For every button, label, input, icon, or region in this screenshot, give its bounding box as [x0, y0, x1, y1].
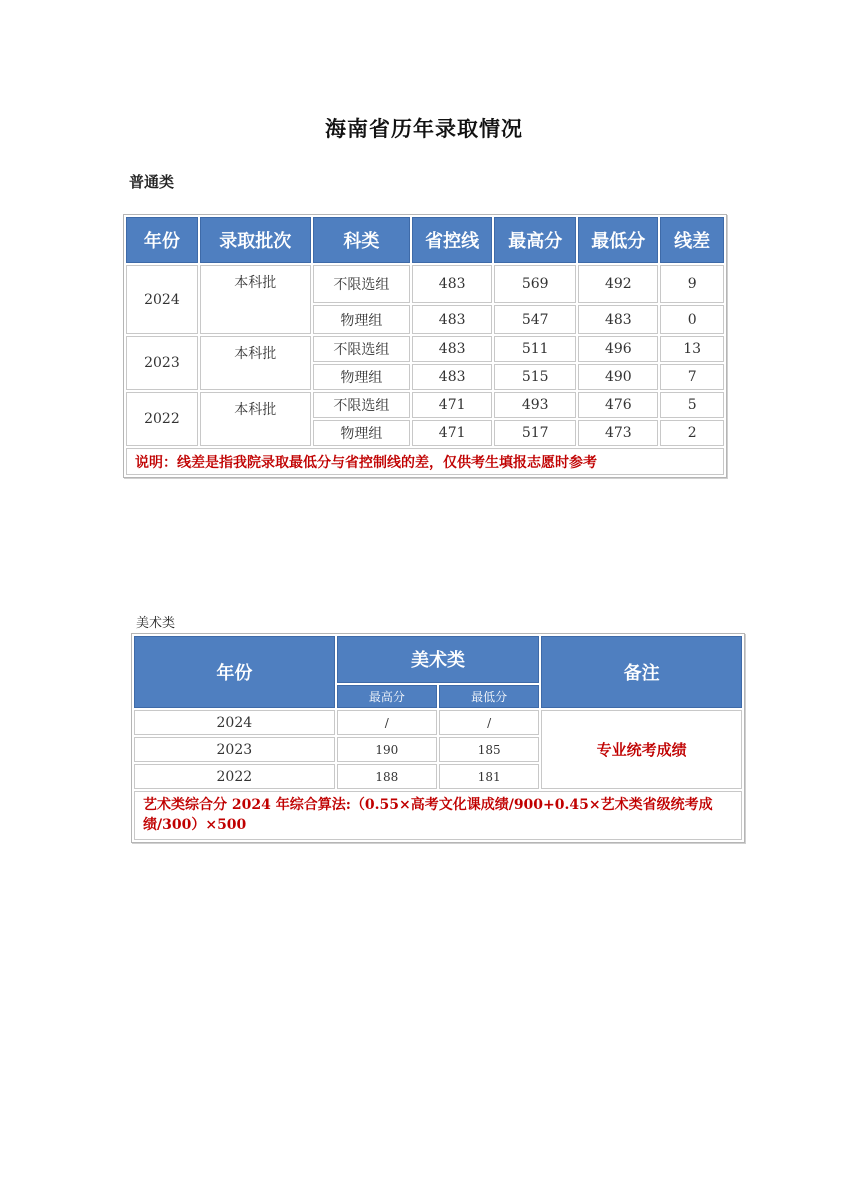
min-score-cell: 490 [578, 364, 658, 390]
max-score-cell: 569 [494, 265, 576, 303]
header-category: 科类 [313, 217, 410, 263]
header-max-score: 最高分 [337, 685, 437, 708]
line-diff-cell: 0 [660, 305, 724, 334]
year-cell: 2024 [134, 710, 335, 735]
art-note: 艺术类综合分 2024 年综合算法:（0.55×高考文化课成绩/900+0.45×艺术类省级统考成绩/300）×500 [134, 791, 742, 840]
year-cell: 2024 [126, 265, 198, 334]
max-score-cell: 517 [494, 420, 576, 446]
header-min-score: 最低分 [578, 217, 658, 263]
max-score-cell: 190 [337, 737, 437, 762]
line-diff-cell: 13 [660, 336, 724, 362]
control-line-cell: 483 [412, 305, 492, 334]
category-cell: 物理组 [313, 364, 410, 390]
header-remark: 备注 [541, 636, 742, 708]
header-batch: 录取批次 [200, 217, 311, 263]
table-header-row [126, 217, 724, 263]
min-score-cell: 476 [578, 392, 658, 418]
table-row [126, 336, 724, 362]
min-score-cell: 181 [439, 764, 539, 789]
table-header-row [134, 636, 742, 683]
header-min-score: 最低分 [439, 685, 539, 708]
min-score-cell: 473 [578, 420, 658, 446]
min-score-cell: 496 [578, 336, 658, 362]
section-label-art: 美术类 [136, 616, 176, 631]
control-line-cell: 483 [412, 364, 492, 390]
category-cell: 物理组 [313, 420, 410, 446]
note-row [126, 448, 724, 475]
table-row [134, 710, 742, 735]
control-line-cell: 471 [412, 392, 492, 418]
min-score-cell: / [439, 710, 539, 735]
control-line-cell: 483 [412, 265, 492, 303]
year-cell: 2023 [134, 737, 335, 762]
min-score-cell: 185 [439, 737, 539, 762]
remark-cell: 专业统考成绩 [541, 710, 742, 789]
max-score-cell: 493 [494, 392, 576, 418]
general-note: 说明：线差是指我院录取最低分与省控制线的差，仅供考生填报志愿时参考 [126, 448, 724, 475]
header-year: 年份 [126, 217, 198, 263]
line-diff-cell: 5 [660, 392, 724, 418]
table-row [126, 265, 724, 303]
header-art-category: 美术类 [337, 636, 540, 683]
batch-cell: 本科批 [200, 265, 311, 334]
header-max-score: 最高分 [494, 217, 576, 263]
max-score-cell: 511 [494, 336, 576, 362]
line-diff-cell: 7 [660, 364, 724, 390]
header-line-diff: 线差 [660, 217, 724, 263]
section-label-general: 普通类 [129, 173, 175, 191]
category-cell: 不限选组 [313, 265, 410, 303]
max-score-cell: / [337, 710, 437, 735]
header-control-line: 省控线 [412, 217, 492, 263]
year-cell: 2022 [134, 764, 335, 789]
max-score-cell: 547 [494, 305, 576, 334]
note-row [134, 791, 742, 840]
batch-cell: 本科批 [200, 392, 311, 446]
header-year: 年份 [134, 636, 335, 708]
year-cell: 2022 [126, 392, 198, 446]
year-cell: 2023 [126, 336, 198, 390]
min-score-cell: 483 [578, 305, 658, 334]
min-score-cell: 492 [578, 265, 658, 303]
general-admission-table [123, 214, 727, 478]
category-cell: 不限选组 [313, 392, 410, 418]
max-score-cell: 515 [494, 364, 576, 390]
line-diff-cell: 9 [660, 265, 724, 303]
category-cell: 不限选组 [313, 336, 410, 362]
page-title: 海南省历年录取情况 [325, 116, 523, 141]
art-admission-table [131, 633, 745, 843]
line-diff-cell: 2 [660, 420, 724, 446]
control-line-cell: 483 [412, 336, 492, 362]
max-score-cell: 188 [337, 764, 437, 789]
table-row [126, 392, 724, 418]
batch-cell: 本科批 [200, 336, 311, 390]
category-cell: 物理组 [313, 305, 410, 334]
control-line-cell: 471 [412, 420, 492, 446]
